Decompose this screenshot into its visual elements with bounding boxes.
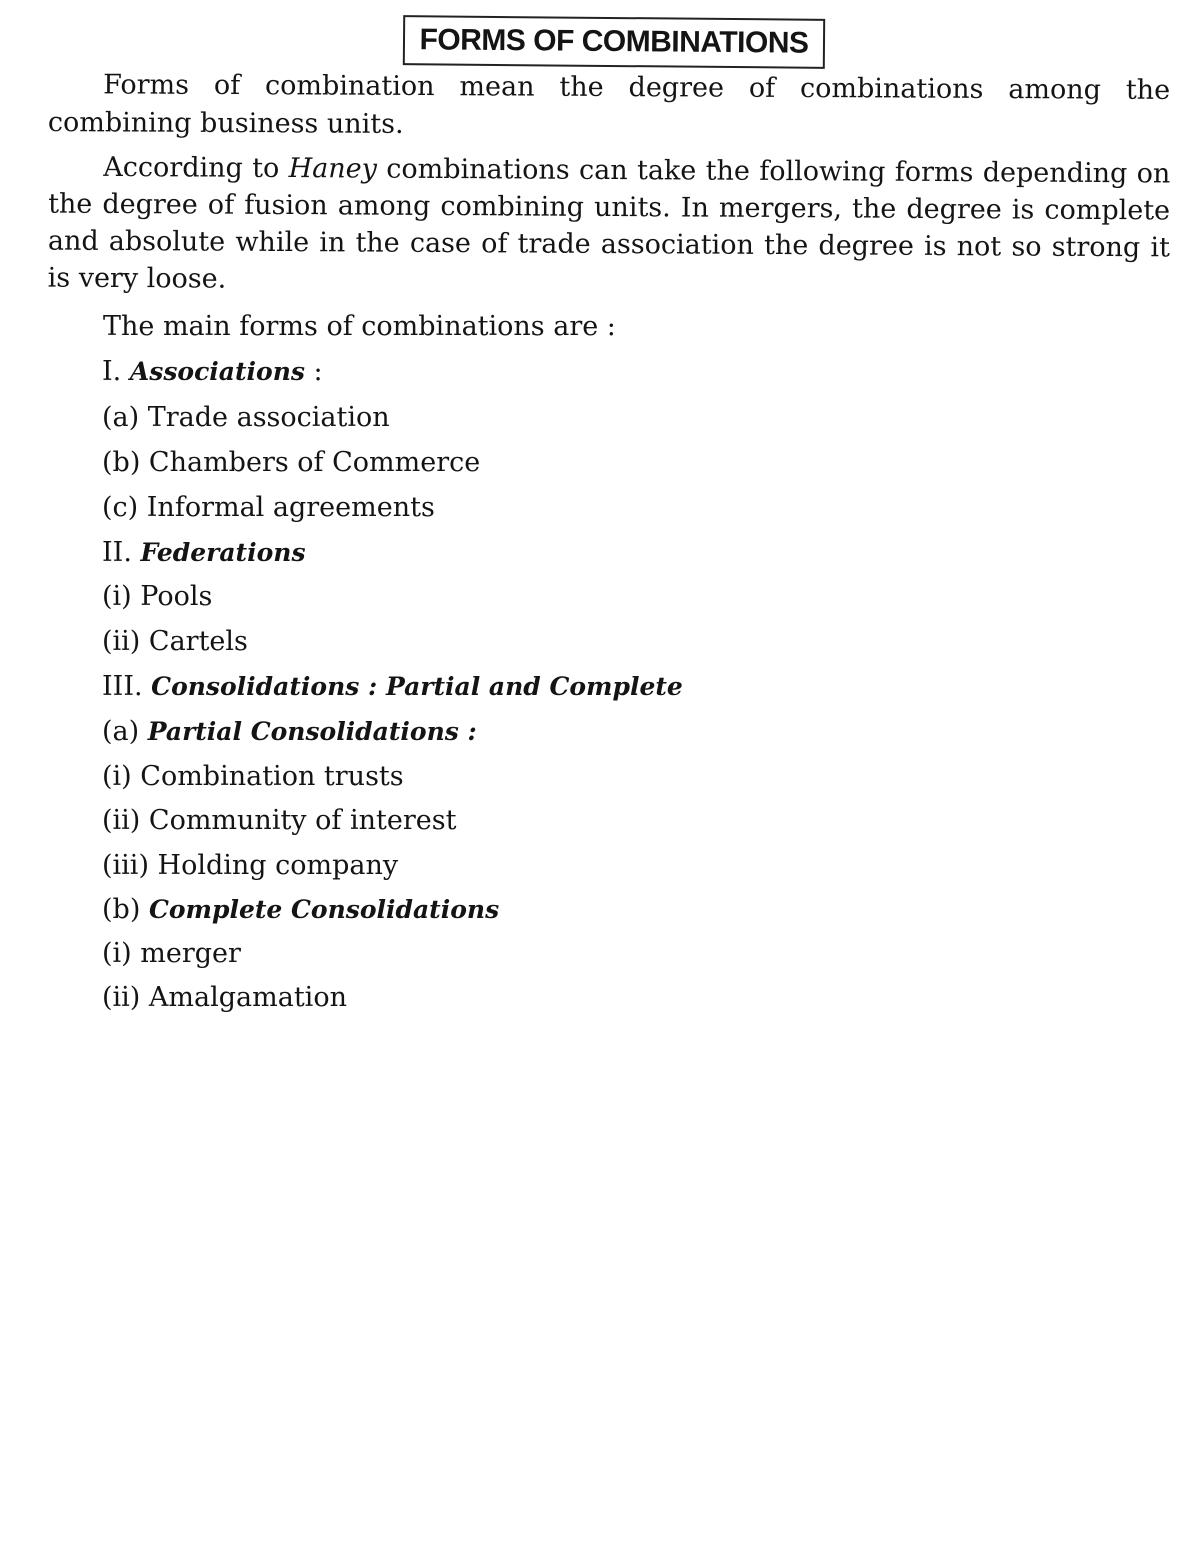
list-item-combination-trusts: (i) Combination trusts — [102, 761, 404, 792]
subheading-partial-consolidations — [102, 714, 477, 750]
subheading-partial-label: Partial Consolidations : — [147, 717, 477, 746]
list-item-amalgamation: (ii) Amalgamation — [102, 982, 347, 1013]
main-forms-intro: The main forms of combinations are : — [103, 311, 616, 342]
heading-federations — [102, 535, 306, 571]
list-item-pools: (i) Pools — [102, 581, 213, 612]
heading-associations-colon: : — [304, 356, 323, 387]
intro-paragraph: Forms of combination mean the degree of combinations among the combining business units. — [47, 69, 1171, 140]
list-item-informal-agreements: (c) Informal agreements — [102, 492, 435, 523]
subheading-complete-letter: (b) — [102, 894, 149, 925]
list-item-trade-association: (a) Trade association — [102, 402, 390, 433]
list-item-cartels: (ii) Cartels — [102, 626, 248, 657]
heading-associations — [102, 354, 323, 390]
heading-associations-label: Associations — [129, 357, 305, 386]
subheading-complete-label: Complete Consolidations — [148, 895, 500, 924]
subheading-complete-consolidations — [102, 892, 499, 928]
heading-consolidations-label: Consolidations : Partial and Complete — [151, 672, 683, 701]
list-item-community-of-interest: (ii) Community of interest — [102, 805, 457, 836]
heading-consolidations-number: III. — [102, 671, 152, 702]
heading-federations-number: II. — [102, 537, 141, 568]
heading-federations-label: Federations — [140, 538, 306, 567]
list-item-holding-company: (iii) Holding company — [102, 850, 399, 881]
list-item-chambers-of-commerce: (b) Chambers of Commerce — [102, 447, 481, 478]
haney-paragraph — [48, 149, 1171, 304]
haney-paragraph-rest: combinations can take the following forms depending on the degree of fusion among combining units. In mergers, the degree is complete and absolute while in the case of trade association the degree is not so strong it is very loose. — [47, 153, 1171, 295]
haney-paragraph-start: According to — [103, 151, 289, 185]
page-title: FORMS OF COMBINATIONS — [403, 15, 825, 69]
heading-associations-number: I. — [102, 356, 130, 387]
author-name: Haney — [288, 153, 378, 185]
list-item-merger: (i) merger — [102, 938, 241, 969]
subheading-partial-letter: (a) — [102, 716, 148, 747]
heading-consolidations — [102, 669, 683, 705]
